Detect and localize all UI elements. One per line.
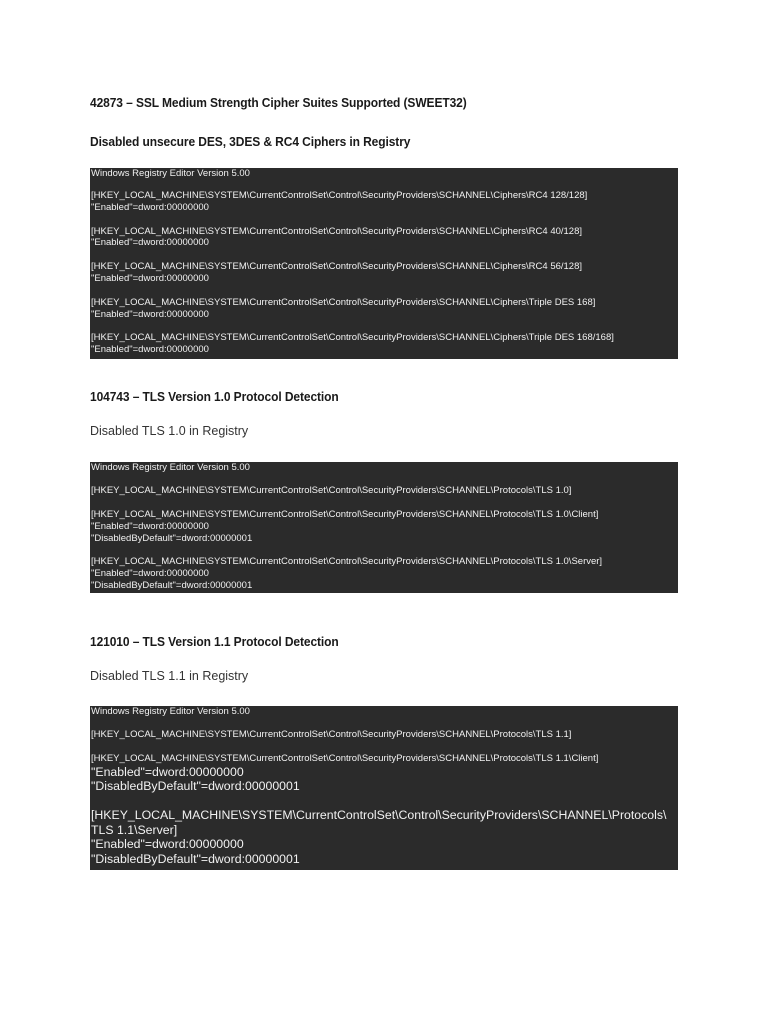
- registry-key-line-continued: TLS 1.1\Server]: [91, 822, 178, 837]
- registry-key-line: [HKEY_LOCAL_MACHINE\SYSTEM\CurrentControlSet\Control\SecurityProviders\SCHANNEL\Ciphers\RC4 128/128]: [91, 190, 588, 201]
- registry-key-line: [HKEY_LOCAL_MACHINE\SYSTEM\CurrentControlSet\Control\SecurityProviders\SCHANNEL\Protocols\: [91, 807, 667, 822]
- registry-value-line: "Enabled"=dword:00000000: [91, 568, 209, 580]
- registry-value-line: "Enabled"=dword:00000000: [91, 520, 209, 532]
- section-heading-tls11: 121010 – TLS Version 1.1 Protocol Detection: [90, 635, 339, 649]
- section-heading-sweet32: 42873 – SSL Medium Strength Cipher Suites Supported (SWEET32): [90, 96, 467, 110]
- registry-key-line: [HKEY_LOCAL_MACHINE\SYSTEM\CurrentControlSet\Control\SecurityProviders\SCHANNEL\Ciphers\Triple DES 168]: [91, 296, 596, 308]
- registry-value-line: "Enabled"=dword:00000000: [91, 764, 244, 779]
- registry-value-line: "Enabled"=dword:00000000: [91, 272, 209, 284]
- registry-version-line: Windows Registry Editor Version 5.00: [91, 168, 250, 179]
- registry-key-line: [HKEY_LOCAL_MACHINE\SYSTEM\CurrentControlSet\Control\SecurityProviders\SCHANNEL\Protocols\TLS 1.0\Server]: [91, 556, 603, 568]
- registry-code-block-ciphers: [90, 168, 678, 359]
- registry-value-line: "DisabledByDefault"=dword:00000001: [91, 779, 300, 794]
- section-subheading-ciphers: Disabled unsecure DES, 3DES & RC4 Ciphers in Registry: [90, 135, 411, 149]
- section-heading-tls10: 104743 – TLS Version 1.0 Protocol Detection: [90, 390, 339, 404]
- registry-gap: [91, 249, 678, 261]
- registry-key-line: [HKEY_LOCAL_MACHINE\SYSTEM\CurrentControlSet\Control\SecurityProviders\SCHANNEL\Protocols\TLS 1.1\Client]: [91, 753, 599, 764]
- registry-key-line: [HKEY_LOCAL_MACHINE\SYSTEM\CurrentControlSet\Control\SecurityProviders\SCHANNEL\Protocols\TLS 1.1]: [91, 729, 572, 740]
- registry-gap: [91, 214, 678, 226]
- registry-code-block-tls11: [90, 706, 678, 870]
- registry-value-line: "Enabled"=dword:00000000: [91, 237, 209, 249]
- registry-value-line: "DisabledByDefault"=dword:00000001: [91, 532, 253, 544]
- registry-value-line: "Enabled"=dword:00000000: [91, 308, 209, 320]
- section-subheading-tls11: Disabled TLS 1.1 in Registry: [90, 669, 249, 683]
- registry-code-block-tls10: [90, 462, 678, 593]
- registry-gap: [91, 320, 678, 332]
- registry-value-line: "DisabledByDefault"=dword:00000001: [91, 851, 300, 866]
- registry-gap: [91, 544, 678, 556]
- registry-gap: [91, 794, 678, 808]
- registry-key-line: [HKEY_LOCAL_MACHINE\SYSTEM\CurrentControlSet\Control\SecurityProviders\SCHANNEL\Ciphers\RC4 40/128]: [91, 225, 583, 237]
- registry-key-line: [HKEY_LOCAL_MACHINE\SYSTEM\CurrentControlSet\Control\SecurityProviders\SCHANNEL\Protocols\TLS 1.0\Client]: [91, 509, 599, 520]
- registry-key-line: [HKEY_LOCAL_MACHINE\SYSTEM\CurrentControlSet\Control\SecurityProviders\SCHANNEL\Ciphers\RC4 56/128]: [91, 261, 583, 273]
- registry-key-line: [HKEY_LOCAL_MACHINE\SYSTEM\CurrentControlSet\Control\SecurityProviders\SCHANNEL\Ciphers\Triple DES 168/168]: [91, 332, 614, 344]
- registry-version-line: Windows Registry Editor Version 5.00: [91, 462, 250, 473]
- registry-value-line: "Enabled"=dword:00000000: [91, 344, 209, 356]
- registry-value-line: "Enabled"=dword:00000000: [91, 201, 209, 213]
- section-subheading-tls10: Disabled TLS 1.0 in Registry: [90, 424, 249, 438]
- registry-gap: [91, 285, 678, 297]
- registry-value-line: "DisabledByDefault"=dword:00000001: [91, 579, 253, 591]
- registry-key-line: [HKEY_LOCAL_MACHINE\SYSTEM\CurrentControlSet\Control\SecurityProviders\SCHANNEL\Protocols\TLS 1.0]: [91, 485, 572, 496]
- registry-version-line: Windows Registry Editor Version 5.00: [91, 706, 250, 717]
- registry-value-line: "Enabled"=dword:00000000: [91, 837, 244, 852]
